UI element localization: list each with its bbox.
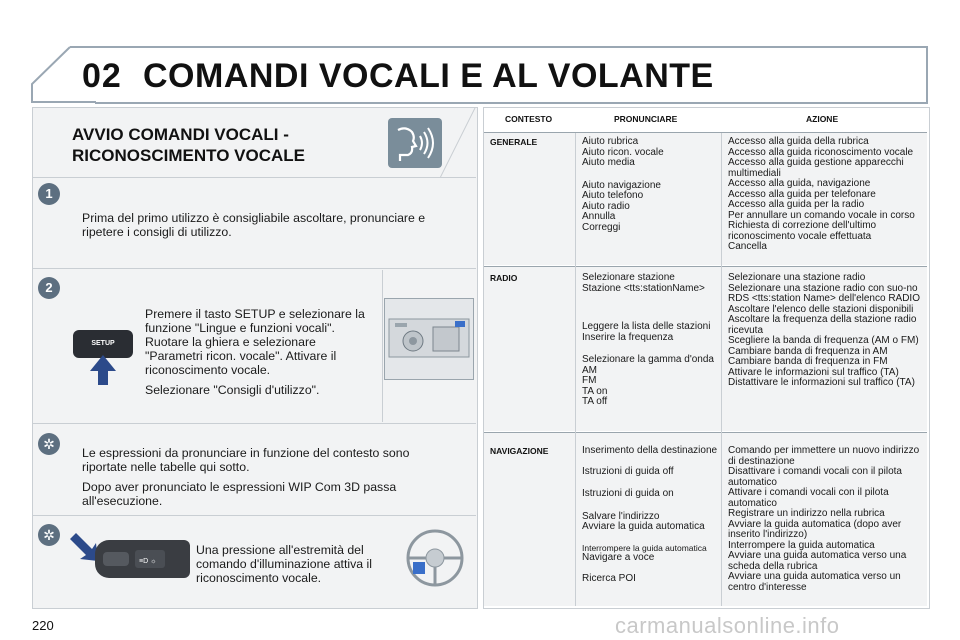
svg-text:≡D ☼: ≡D ☼ xyxy=(139,558,157,565)
spacer xyxy=(582,457,720,467)
page-number: 220 xyxy=(32,618,54,633)
header-right-line xyxy=(926,46,928,104)
radio-unit-image xyxy=(384,298,474,380)
action-item: Accesso alla guida riconoscimento vocale xyxy=(728,146,914,158)
action-item: Accesso alla guida, navigazione xyxy=(728,178,871,189)
chapter-number: 02 xyxy=(82,57,122,95)
pronounce-cell xyxy=(582,273,720,408)
divider xyxy=(33,268,476,269)
pronounce-item: FM xyxy=(582,375,597,386)
table-header-context: CONTESTO xyxy=(505,114,553,124)
action-item: Accesso alla guida gestione apparecchi multimediali xyxy=(728,157,904,179)
action-cell xyxy=(728,137,924,253)
lightbulb-icon: ✲ xyxy=(38,433,60,455)
step-1-badge: 1 xyxy=(38,183,60,205)
action-item: Ascoltare l'elenco delle stazioni disponibili xyxy=(728,303,914,315)
pronounce-item: Annulla xyxy=(582,211,616,222)
pronounce-cell xyxy=(582,137,718,233)
pronounce-item: Selezionare stazione xyxy=(582,272,675,283)
setup-button-image: SETUP xyxy=(73,330,133,358)
action-item: Selezionare una stazione radio xyxy=(728,272,866,283)
spacer xyxy=(582,294,720,322)
context-label: GENERALE xyxy=(490,137,538,147)
pronounce-item: Aiuto telefono xyxy=(582,190,644,201)
pronounce-item: Interrompere la guida automatica xyxy=(582,542,707,553)
action-item: Per annullare un comando vocale in corso xyxy=(728,209,915,221)
action-item: Richiesta di correzione dell'ultimo riconoscimento vocale effettuata xyxy=(728,220,877,242)
action-cell xyxy=(728,273,924,389)
action-item: Distattivare le informazioni sul traffico (TA) xyxy=(728,377,915,388)
step-2-paragraph-2: Selezionare "Consigli d'utilizzo". xyxy=(145,383,320,397)
pronounce-item: Aiuto radio xyxy=(582,200,630,212)
pronounce-item: AM xyxy=(582,364,597,376)
pronounce-cell xyxy=(582,446,720,584)
pronounce-item: Aiuto media xyxy=(582,157,635,168)
step-2-badge: 2 xyxy=(38,277,60,299)
action-cell xyxy=(728,446,924,593)
action-item: Attivare i comandi vocali con il pilota automatico xyxy=(728,487,889,509)
table-header-pronounce: PRONUNCIARE xyxy=(614,114,678,124)
table-header-action: AZIONE xyxy=(806,114,839,124)
action-item: Disattivare i comandi vocali con il pilota automatico xyxy=(728,466,902,488)
action-item: Accesso alla guida della rubrica xyxy=(728,136,869,147)
action-item: Cambiare banda di frequenza in FM xyxy=(728,356,888,367)
pronounce-item: Selezionare la gamma d'onda xyxy=(582,354,714,365)
steering-wheel-image xyxy=(405,528,465,588)
action-item: Avviare la guida automatica (dopo aver inserito l'indirizzo) xyxy=(728,518,902,540)
pronounce-item: Istruzioni di guida off xyxy=(582,465,674,477)
action-item: Cambiare banda di frequenza in AM xyxy=(728,345,888,357)
step-2-text xyxy=(145,307,375,403)
action-item: Ascoltare la frequenza della stazione radio ricevuta xyxy=(728,314,917,336)
spacer xyxy=(582,500,720,512)
panel-corner-slant xyxy=(440,108,476,178)
divider xyxy=(33,423,476,424)
action-item: Cancella xyxy=(728,241,767,252)
tip-1-paragraph-2: Dopo aver pronunciato le espressioni WIP Com 3D passa all'esecuzione. xyxy=(82,480,397,508)
divider xyxy=(33,177,476,178)
header-top-line xyxy=(70,46,928,48)
pronounce-item: Leggere la lista delle stazioni xyxy=(582,321,711,332)
action-item: Scegliere la banda di frequenza (AM o FM) xyxy=(728,335,919,346)
arrow-up-icon xyxy=(90,355,116,385)
tip-1-text xyxy=(82,446,452,514)
header-bottom-line xyxy=(95,102,927,104)
context-label: NAVIGAZIONE xyxy=(490,446,549,456)
pronounce-item: Avviare la guida automatica xyxy=(582,521,705,532)
tip-2-text: Una pressione all'estremità del comando d'illuminazione attiva il riconoscimento vocale. xyxy=(196,543,372,585)
action-item: Accesso alla guida per la radio xyxy=(728,199,865,210)
pronounce-item: Aiuto rubrica xyxy=(582,136,639,147)
action-item: Accesso alla guida per telefonare xyxy=(728,188,876,200)
spacer xyxy=(582,564,720,574)
chapter-title: COMANDI VOCALI E AL VOLANTE xyxy=(143,57,714,95)
action-item: Interrompere la guida automatica xyxy=(728,539,875,551)
divider-vertical xyxy=(382,270,383,422)
action-item: Selezionare una stazione radio con suo-no RDS <tts:station Name> dell'elenco RADIO xyxy=(728,282,920,304)
pronounce-item: Navigare a voce xyxy=(582,552,655,563)
lightbulb-icon: ✲ xyxy=(38,524,60,546)
pronounce-item: TA off xyxy=(582,396,608,407)
spacer xyxy=(582,533,720,543)
section-title: AVVIO COMANDI VOCALI - RICONOSCIMENTO VOCALE xyxy=(72,125,305,165)
step-1-text: Prima del primo utilizzo è consigliabile ascoltare, pronunciare e ripetere i consigli di utilizzo. xyxy=(82,211,426,239)
pronounce-item: Inserimento della destinazione xyxy=(582,445,718,456)
watermark: carmanualsonline.info xyxy=(615,613,840,638)
pronounce-item: Inserire la frequenza xyxy=(582,331,674,343)
pronounce-item: Salvare l'indirizzo xyxy=(582,510,660,522)
tip-1-paragraph-1: Le espressioni da pronunciare in funzione del contesto sono riportate nelle tabelle qui sotto. xyxy=(82,446,410,474)
pronounce-item: Ricerca POI xyxy=(582,572,636,584)
context-label: RADIO xyxy=(490,273,518,283)
pronounce-item: TA on xyxy=(582,385,608,397)
pronounce-item: Correggi xyxy=(582,221,621,233)
action-item: Avviare una guida automatica verso una scheda della rubrica xyxy=(728,550,907,572)
action-item: Avviare una guida automatica verso un centro d'interesse xyxy=(728,571,901,593)
pronounce-item: Aiuto navigazione xyxy=(582,179,661,191)
action-item: Registrare un indirizzo nella rubrica xyxy=(728,508,885,519)
spacer xyxy=(582,169,718,181)
pronounce-item: Aiuto ricon. vocale xyxy=(582,146,664,158)
action-item: Comando per immettere un nuovo indirizzo di destinazione xyxy=(728,445,920,467)
lighting-stalk-image xyxy=(95,540,190,578)
step-2-paragraph-1: Premere il tasto SETUP e selezionare la funzione "Lingue e funzioni vocali". Ruotare la ghiera e selezionare "Parametri ricon. vocale". Attivare il riconoscimento vocale. xyxy=(145,307,365,377)
pronounce-item: Istruzioni di guida on xyxy=(582,488,674,499)
divider xyxy=(33,515,476,516)
pronounce-item: Stazione <tts:stationName> xyxy=(582,282,705,294)
table-column-divider xyxy=(575,133,576,606)
voice-command-icon xyxy=(388,118,442,168)
action-item: Attivare le informazioni sul traffico (TA) xyxy=(728,366,899,378)
table-column-divider xyxy=(721,133,722,606)
